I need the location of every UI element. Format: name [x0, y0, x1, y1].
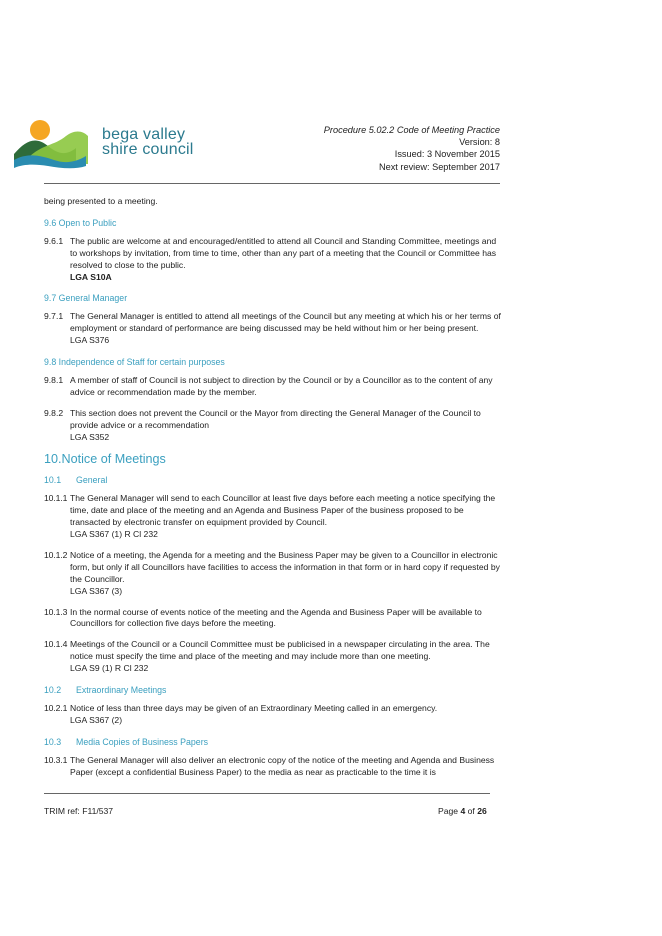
- subsection-title: Extraordinary Meetings: [76, 685, 167, 696]
- clause-10-2-1: [44, 703, 504, 727]
- clause-text: A member of staff of Council is not subject to direction by the Council or by a Councillor as to the content of any advice or recommendation made by the member.: [70, 374, 493, 397]
- clause-reference: LGA S376: [70, 335, 110, 346]
- of-word: of: [467, 806, 475, 816]
- document-body: [44, 196, 504, 788]
- clause-text: Notice of a meeting, the Agenda for a meeting and the Business Paper may be given to a Councillor in electronic form, but only if all Councillors have facilities to access the information in that form or in hard copy if requested by the Councillor.: [70, 549, 500, 584]
- footer-divider: [44, 793, 490, 794]
- clause-reference: LGA S367 (1) R Cl 232: [70, 529, 158, 540]
- section-10-1-heading: [44, 475, 504, 487]
- section-9-8-heading: 9.8 Independence of Staff for certain purposes: [44, 357, 225, 368]
- clause-number: 10.1.3: [44, 606, 68, 617]
- clause-10-1-4: [44, 639, 504, 675]
- version: Version: 8: [459, 137, 500, 148]
- section-10-3-heading: [44, 737, 504, 749]
- intro-text: being presented to a meeting.: [44, 196, 158, 206]
- section-9-6-heading: 9.6 Open to Public: [44, 217, 117, 228]
- clause-text: Notice of less than three days may be given of an Extraordinary Meeting called in an emergency.: [70, 703, 438, 713]
- clause-number: 10.3.1: [44, 754, 68, 765]
- page-word: Page: [438, 806, 459, 816]
- issued-date: Issued: 3 November 2015: [394, 149, 500, 160]
- page-number: [438, 806, 487, 816]
- clause-text: The General Manager will also deliver an electronic copy of the notice of the meeting and Agenda and Business Paper (except a confidential Business Paper) to the media as near as practicable to the time it is: [70, 754, 495, 777]
- clause-number: 9.8.2: [44, 407, 64, 418]
- clause-reference: LGA S367 (2): [70, 714, 123, 725]
- clause-number: 10.1.4: [44, 639, 68, 650]
- subsection-title: General: [76, 475, 108, 486]
- clause-reference: LGA S9 (1) R Cl 232: [70, 663, 149, 674]
- clause-reference: LGA S10A: [70, 271, 112, 282]
- clause-9-7-1: [44, 311, 504, 347]
- clause-9-8-2: [44, 408, 504, 444]
- section-10-heading: 10.Notice of Meetings: [44, 451, 166, 466]
- clause-9-8-1: [44, 375, 504, 399]
- clause-text: Meetings of the Council or a Council Committee must be publicised in a newspaper circulating in the area. The notice must specify the time and place of the meeting and may include more than one meeting.: [70, 639, 490, 662]
- section-9-7-heading: 9.7 General Manager: [44, 293, 128, 304]
- council-logo: [14, 116, 194, 190]
- subsection-number: 10.2: [44, 685, 62, 696]
- logo-text-line1: bega valley: [102, 126, 186, 143]
- clause-number: 9.7.1: [44, 311, 64, 322]
- subsection-title: Media Copies of Business Papers: [76, 736, 209, 747]
- next-review: Next review: September 2017: [378, 161, 500, 172]
- clause-text: This section does not prevent the Council or the Mayor from directing the General Manager of the Council to provide advice or a recommendation: [70, 407, 481, 430]
- logo-text-line2: shire council: [102, 141, 194, 158]
- section-10-2-heading: [44, 685, 504, 697]
- clause-9-6-1: [44, 236, 504, 284]
- clause-10-3-1: [44, 755, 504, 779]
- subsection-number: 10.1: [44, 475, 62, 486]
- clause-10-1-3: [44, 607, 504, 631]
- clause-reference: LGA S352: [70, 431, 110, 442]
- header-divider: [44, 183, 500, 184]
- logo-hills-icon: [14, 116, 104, 176]
- clause-text: The public are welcome at and encouraged/entitled to attend all Council and Standing Committee, meetings and to workshops by invitation, from time to time, other than any part of a meeting that the Council or Committee has resolved to close to the public.: [70, 235, 497, 270]
- trim-reference: TRIM ref: F11/537: [44, 806, 114, 816]
- procedure-title: Procedure 5.02.2 Code of Meeting Practice: [323, 125, 500, 135]
- clause-10-1-2: [44, 550, 504, 598]
- clause-number: 9.6.1: [44, 235, 64, 246]
- clause-reference: LGA S367 (3): [70, 585, 123, 596]
- subsection-number: 10.3: [44, 736, 62, 747]
- clause-text: The General Manager will send to each Councillor at least five days before each meeting a notice specifying the time, date and place of the meeting and an Agenda and Business Paper of the business proposed to be transacted by electronic transfer on equipment provided by Council.: [70, 493, 496, 528]
- clause-text: In the normal course of events notice of the meeting and the Agenda and Business Paper will be available to Councillors for collection five days before the meeting.: [70, 606, 482, 629]
- clause-number: 10.2.1: [44, 703, 68, 713]
- clause-10-1-1: [44, 493, 504, 541]
- clause-number: 10.1.1: [44, 493, 68, 504]
- total-pages: 26: [477, 806, 487, 816]
- current-page: 4: [460, 806, 466, 816]
- document-header: [324, 124, 500, 173]
- clause-text: The General Manager is entitled to attend all meetings of the Council but any meeting at which his or her terms of employment or standard of performance are being discussed may be held without him or her being present.: [70, 311, 501, 334]
- clause-number: 9.8.1: [44, 374, 64, 385]
- clause-number: 10.1.2: [44, 549, 68, 560]
